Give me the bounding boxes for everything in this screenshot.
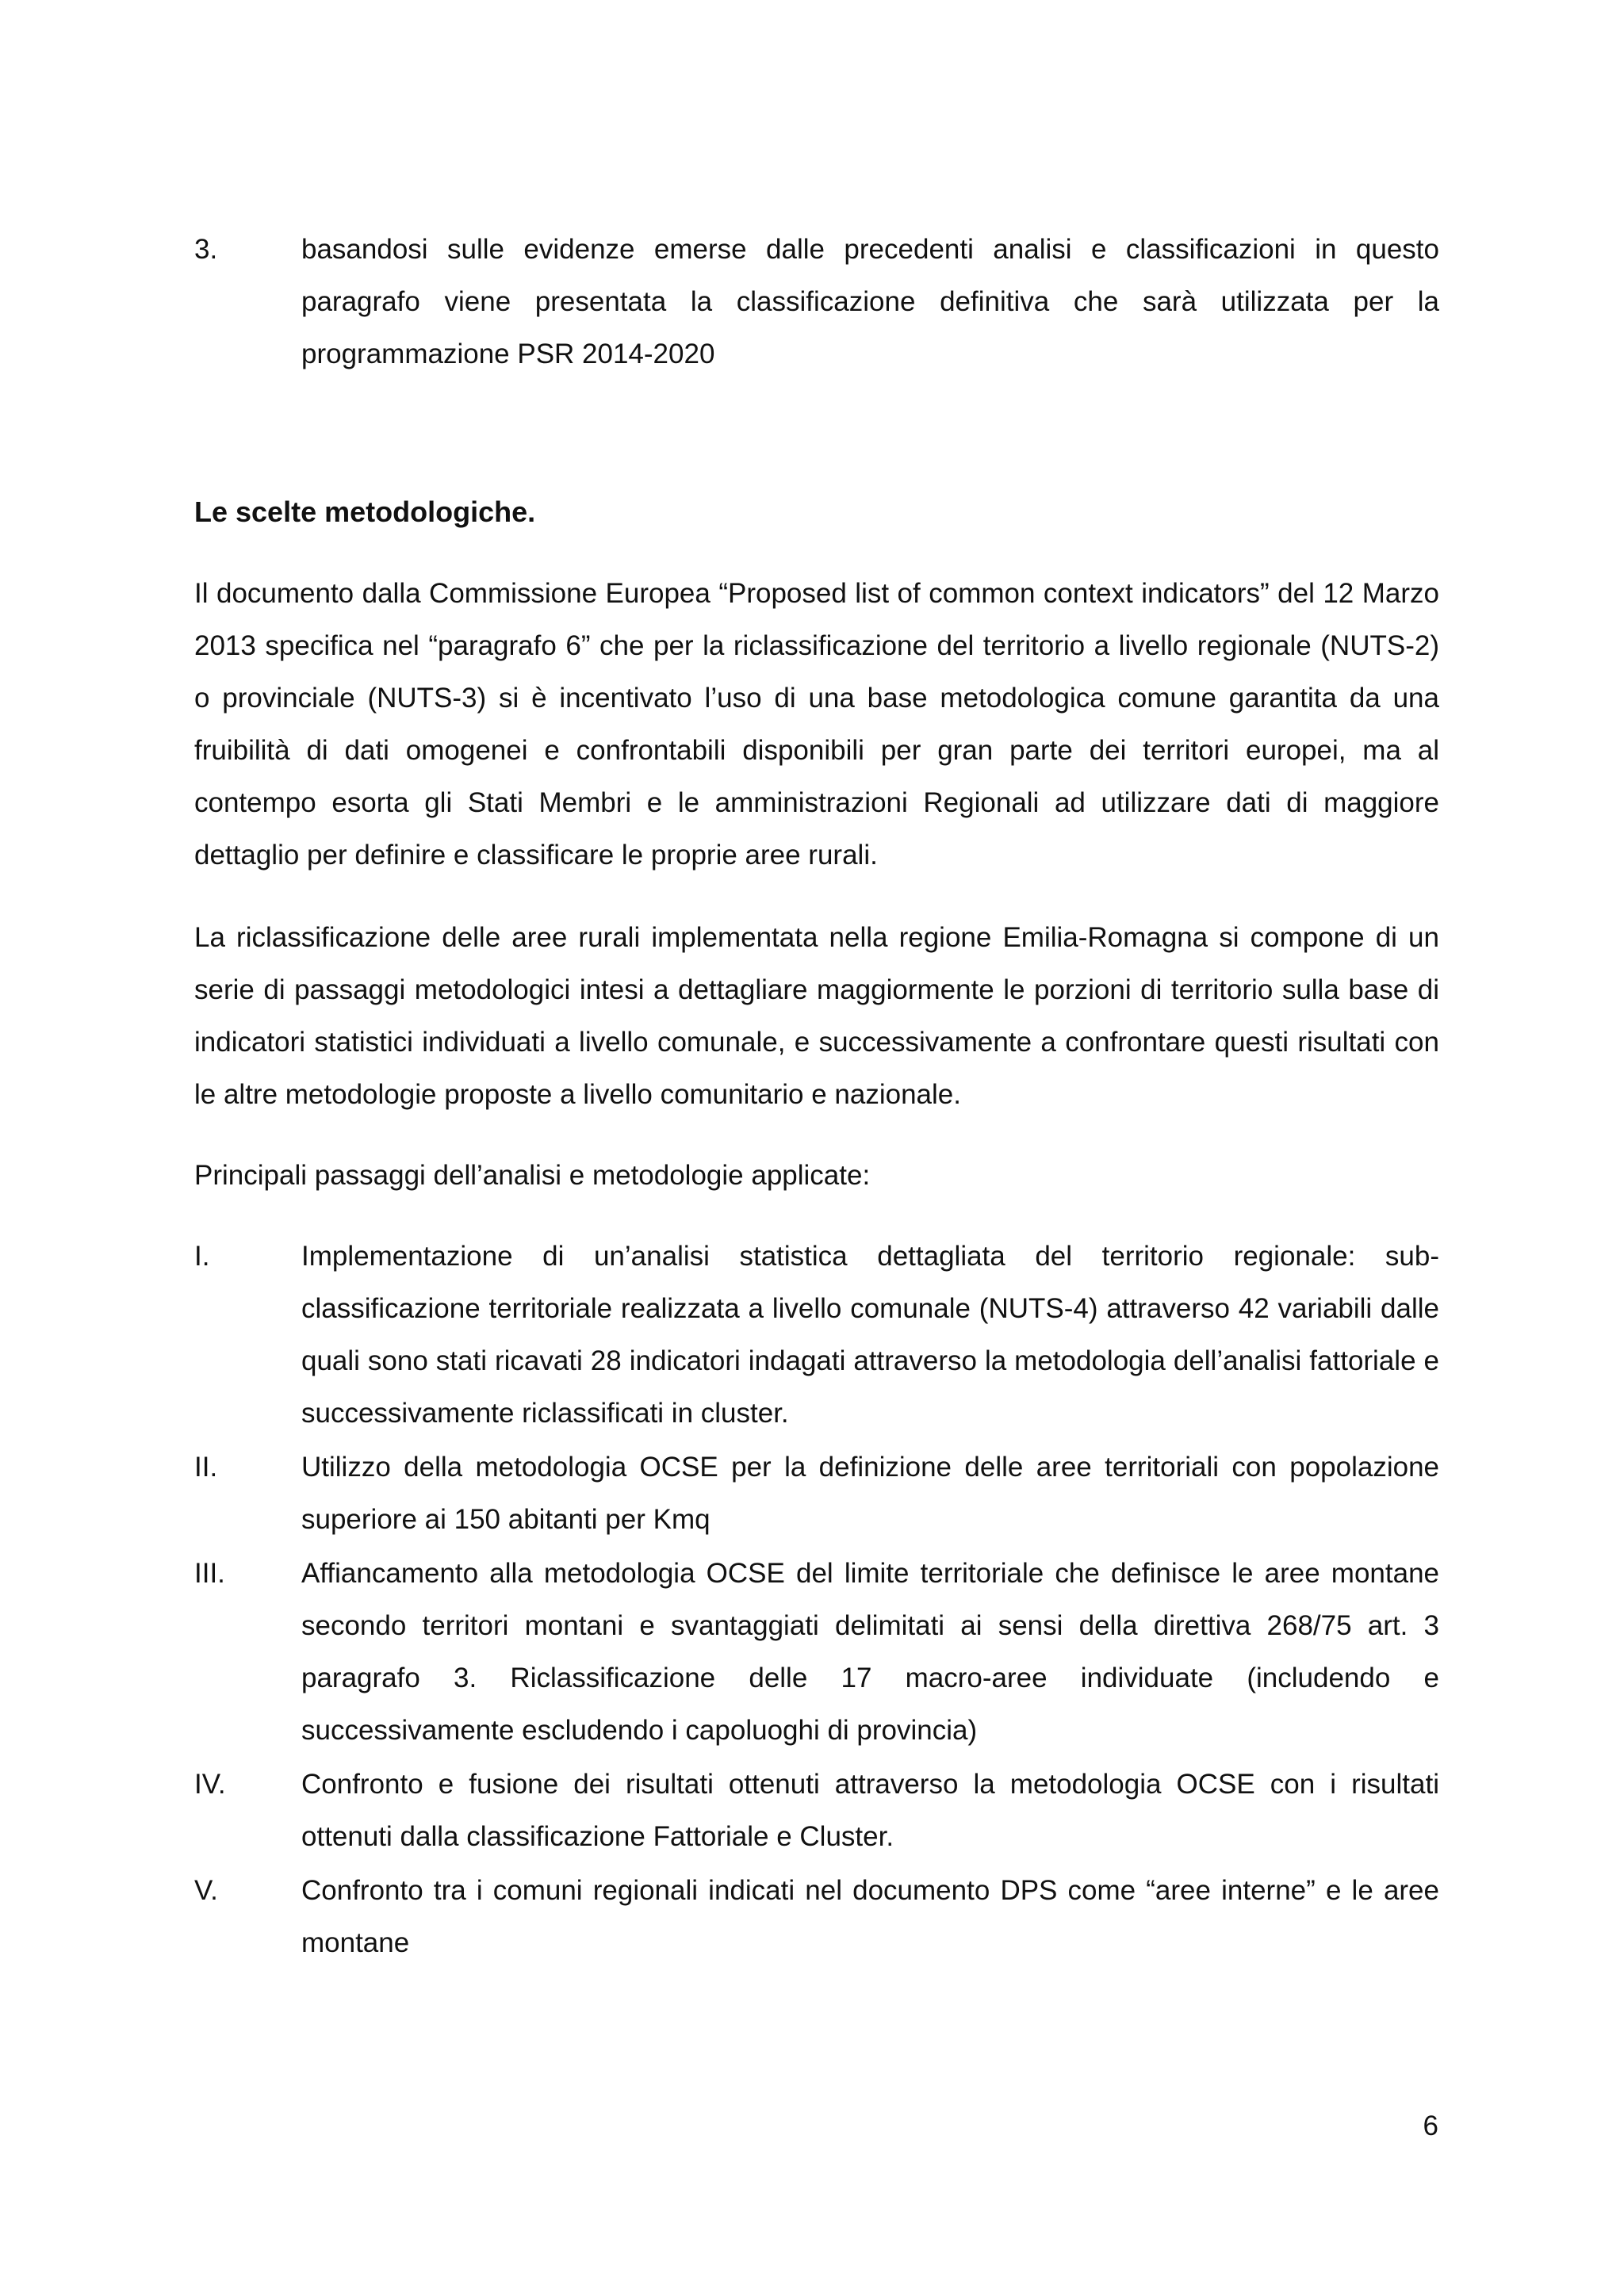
step-text: Implementazione di un’analisi statistica dettagliata del territorio regionale: sub-classificazione territoriale realizzata a livello comunale (NUTS-4) attraverso 42 variabili dalle quali sono stati ricavati 28 indicatori indagati attraverso la metodologia dell’analisi fattoriale e successivamente riclassificati in cluster.	[301, 1241, 1439, 1429]
section-heading: Le scelte metodologiche.	[194, 496, 536, 528]
step-number: V.	[194, 1875, 218, 1906]
list-item-number: 3.	[194, 234, 218, 265]
step-text: Affiancamento alla metodologia OCSE del limite territoriale che definisce le aree montane secondo territori montani e svantaggiati delimitati ai sensi della direttiva 268/75 art. 3 paragrafo 3. Riclassificazione delle 17 macro-aree individuate (includendo e successivamente escludendo i capoluoghi di provincia)	[301, 1558, 1439, 1746]
step-text: Confronto tra i comuni regionali indicati nel documento DPS come “aree interne” e le aree montane	[301, 1875, 1439, 1958]
page-number: 6	[1423, 2110, 1438, 2141]
paragraph-commission-document: Il documento dalla Commissione Europea “Proposed list of common context indicators” del 12 Marzo 2013 specifica nel “paragrafo 6” che per la riclassificazione del territorio a livello regionale (NUTS-2) o provinciale (NUTS-3) si è incentivato l’uso di una base metodologica comune garantita da una fruibilità di dati omogenei e confrontabili disponibili per gran parte dei territori europei, ma al contempo esorta gli Stati Membri e le amministrazioni Regionali ad utilizzare dati di maggiore dettaglio per definire e classificare le proprie aree rurali.	[194, 578, 1439, 871]
list-item-text: basandosi sulle evidenze emerse dalle precedenti analisi e classificazioni in questo paragrafo viene presentata la classificazione definitiva che sarà utilizzata per la programmazione PSR 2014-2020	[301, 234, 1439, 369]
step-number: II.	[194, 1452, 218, 1483]
step-number: I.	[194, 1241, 210, 1272]
step-number: IV.	[194, 1769, 226, 1800]
step-number: III.	[194, 1558, 225, 1589]
paragraph-emilia-romagna-method: La riclassificazione delle aree rurali implementata nella regione Emilia-Romagna si compone di un serie di passaggi metodologici intesi a dettagliare maggiormente le porzioni di territorio sulla base di indicatori statistici individuati a livello comunale, e successivamente a confrontare questi risultati con le altre metodologie proposte a livello comunitario e nazionale.	[194, 922, 1439, 1110]
step-text: Utilizzo della metodologia OCSE per la definizione delle aree territoriali con popolazione superiore ai 150 abitanti per Kmq	[301, 1452, 1439, 1535]
paragraph-steps-intro: Principali passaggi dell’analisi e metodologie applicate:	[194, 1160, 871, 1191]
step-text: Confronto e fusione dei risultati ottenuti attraverso la metodologia OCSE con i risultati ottenuti dalla classificazione Fattoriale e Cluster.	[301, 1769, 1439, 1852]
